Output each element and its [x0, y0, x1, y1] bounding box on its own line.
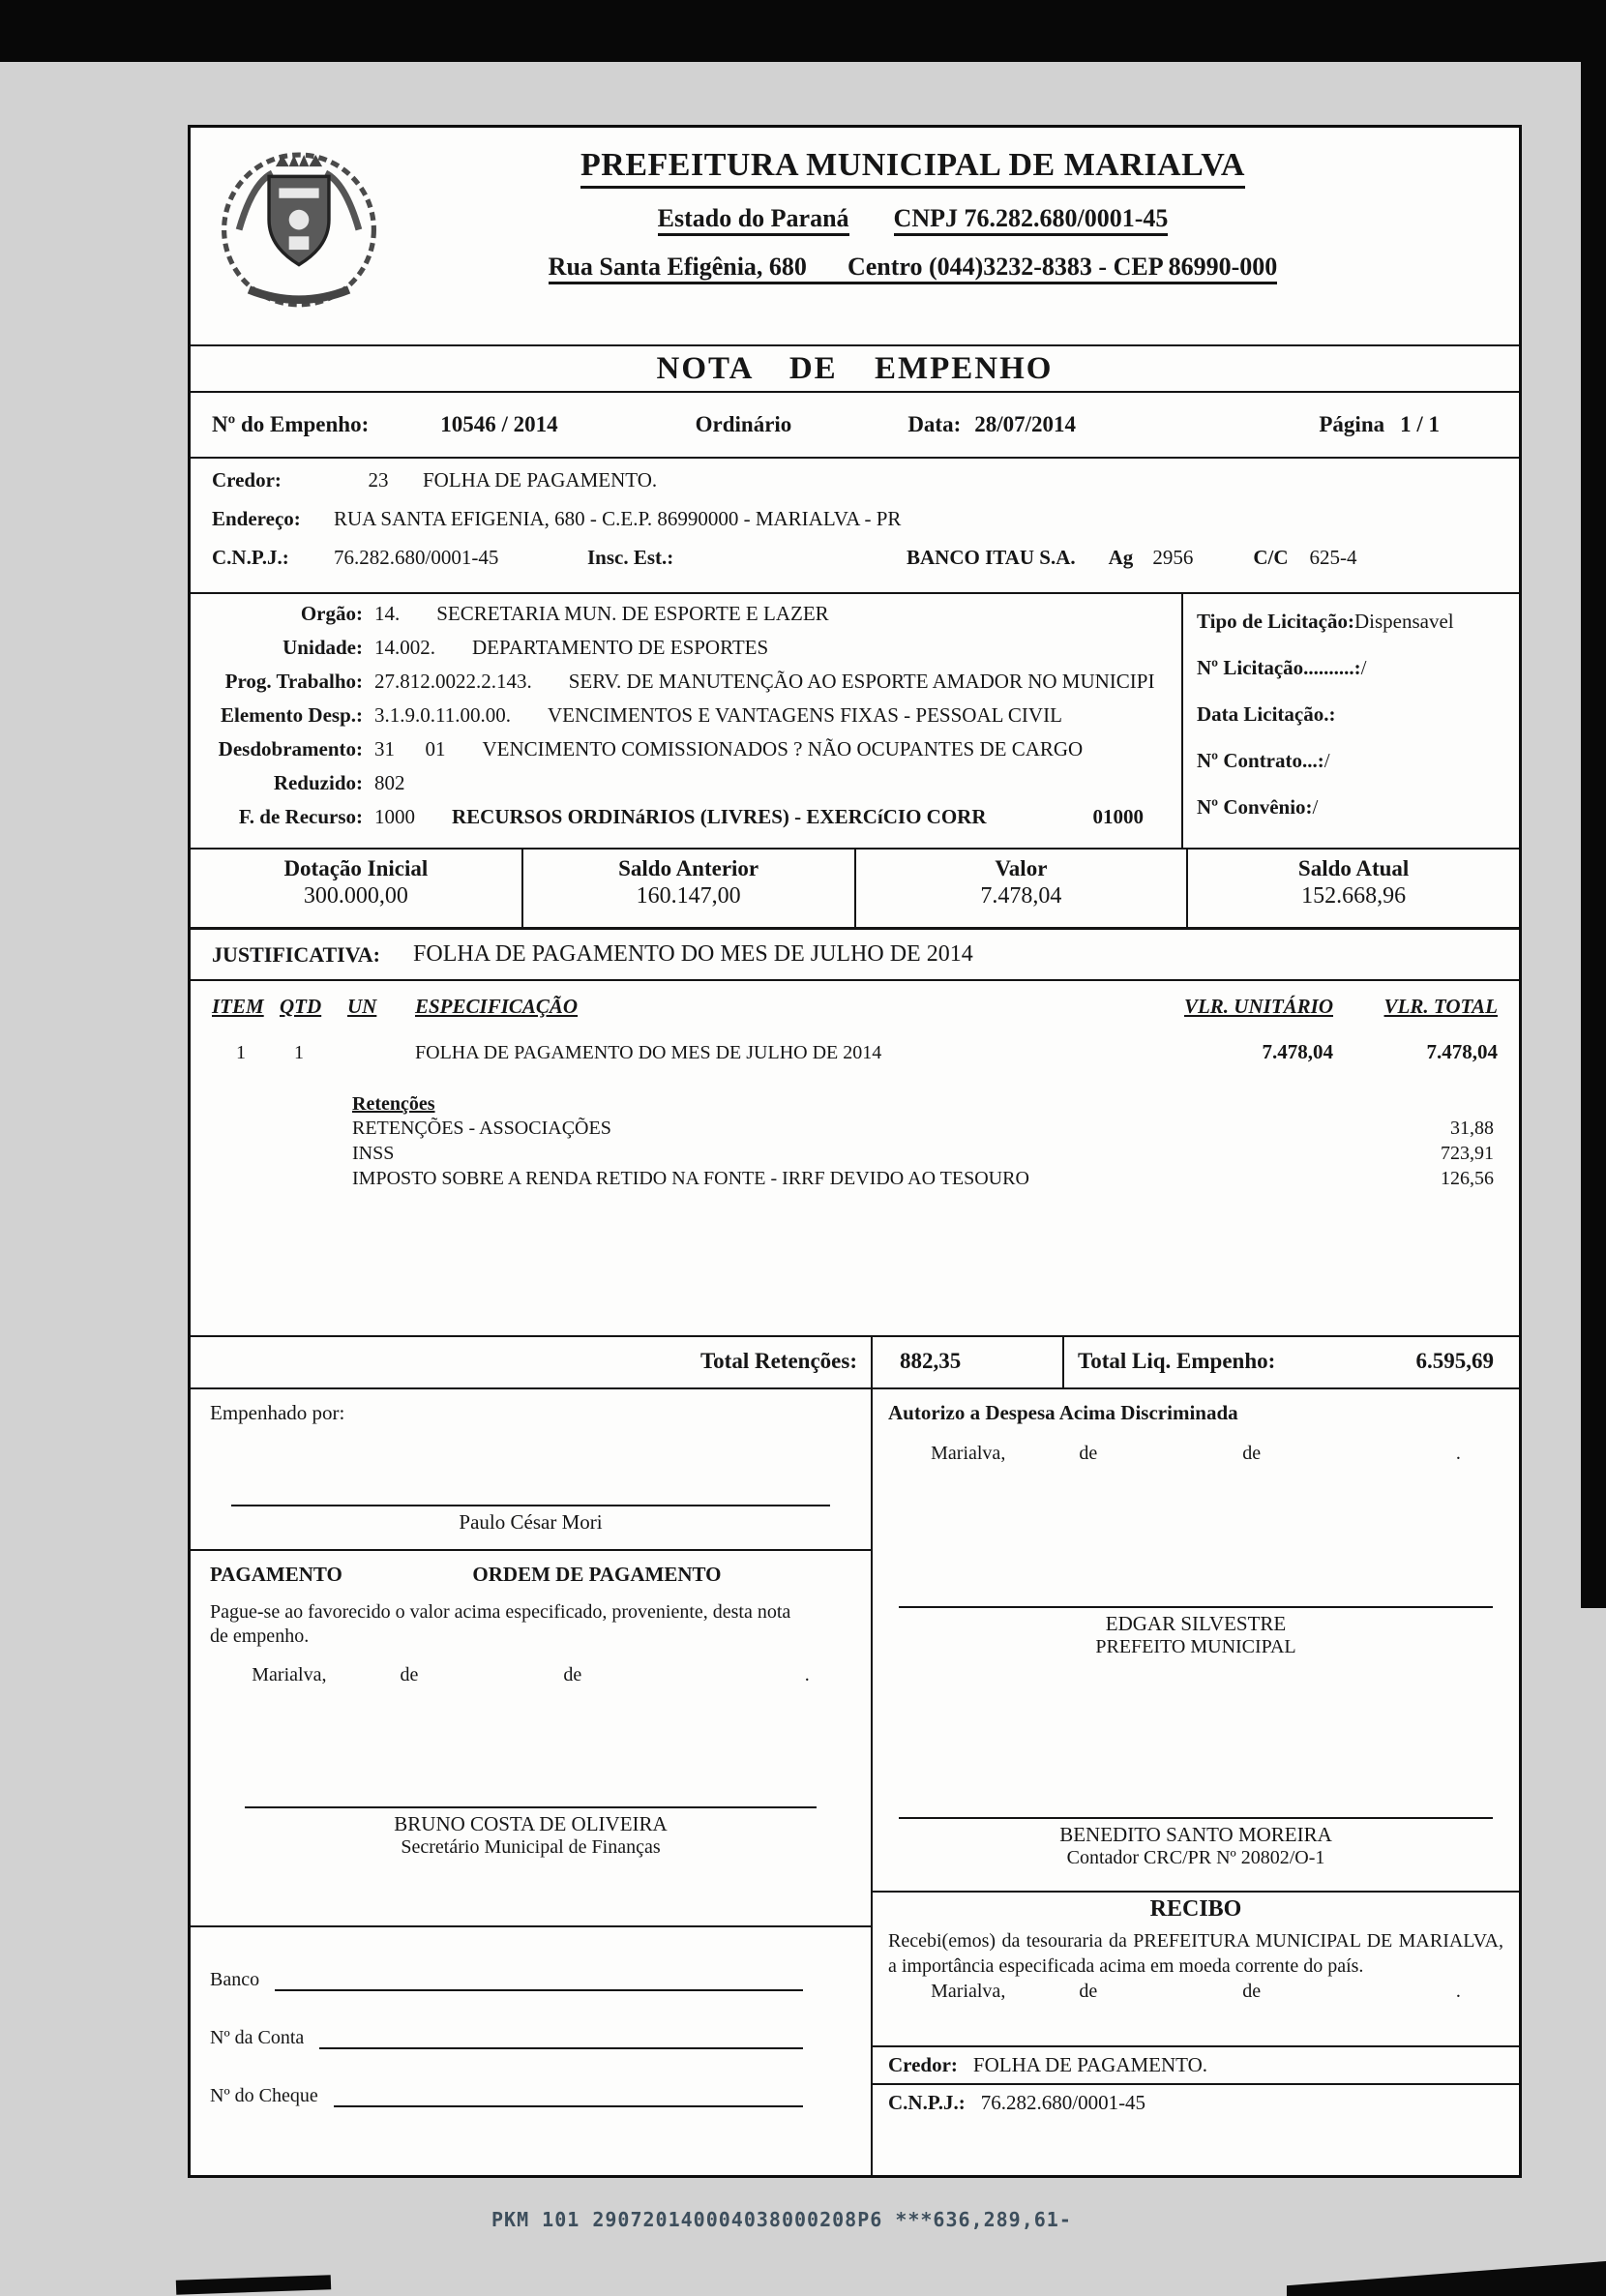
- municipal-coat-of-arms-logo: [216, 141, 382, 312]
- scan-top-black-bar: [0, 0, 1606, 62]
- fill-line: [319, 2024, 803, 2049]
- address-label: Endereço:: [212, 507, 301, 530]
- city-label: Marialva,: [931, 1981, 1006, 2002]
- classification-table: [191, 594, 1181, 848]
- creditor-label: Credor:: [212, 468, 282, 492]
- convenio-row: [1197, 795, 1519, 842]
- empenhado-por-block: [191, 1389, 871, 1551]
- nota-de-empenho-document: [188, 125, 1522, 2178]
- recibo-credor-value: FOLHA DE PAGAMENTO.: [972, 2053, 1208, 2076]
- row-code: 31 01: [374, 737, 446, 760]
- empenho-number-label: Nº do Empenho:: [212, 412, 370, 436]
- empenho-info-row: [191, 393, 1519, 459]
- items-section: [191, 981, 1519, 1337]
- amount-value: 300.000,00: [303, 883, 408, 909]
- row-label: F. de Recurso:: [238, 805, 363, 828]
- row-desc: DEPARTAMENTO DE ESPORTES: [472, 636, 769, 659]
- address-value: RUA SANTA EFIGENIA, 680 - C.E.P. 86990000 - MARIALVA - PR: [334, 507, 902, 530]
- empenho-type: Ordinário: [695, 412, 792, 436]
- period: .: [1455, 1443, 1461, 1464]
- cnpj-label: C.N.P.J.:: [212, 546, 289, 569]
- document-type-title: NOTA DE EMPENHO: [191, 344, 1519, 393]
- classification-row-reduzido: [191, 771, 1181, 805]
- account-field-row: [210, 2011, 803, 2049]
- cnpj-value: 76.282.680/0001-45: [334, 546, 499, 569]
- retention-row: [352, 1166, 1498, 1191]
- ordem-pagamento-title: ORDEM DE PAGAMENTO: [472, 1563, 722, 1586]
- creditor-address-row: [212, 507, 1498, 546]
- authorization-title: Autorizo a Despesa Acima Discriminada: [888, 1401, 1238, 1424]
- item-row: [212, 1040, 1498, 1064]
- total-retentions-value: 882,35: [873, 1337, 1064, 1387]
- classification-row-unidade: [191, 636, 1181, 670]
- ordem-pagamento-block: [191, 1551, 871, 1927]
- row-extra-code: 01000: [1092, 805, 1144, 828]
- date-fill-row: [252, 1664, 809, 1686]
- dot-matrix-print-code: PKM 101 290720140004038000208P6 ***636,289,61-: [491, 2208, 1072, 2231]
- recibo-credor-row: [873, 2047, 1519, 2085]
- justification-label: JUSTIFICATIVA:: [212, 941, 381, 967]
- justification-text: FOLHA DE PAGAMENTO DO MES DE JULHO DE 2014: [413, 941, 973, 967]
- lic-value: /: [1360, 656, 1367, 679]
- creditor-cnpj-row: [212, 546, 1498, 584]
- amount-value: 152.668,96: [1301, 883, 1407, 909]
- row-desc: VENCIMENTO COMISSIONADOS ? NÃO OCUPANTES DE CARGO: [482, 737, 1084, 760]
- signature-line: [231, 1505, 830, 1506]
- account-label: C/C: [1253, 546, 1289, 569]
- amount-header: Dotação Inicial: [283, 856, 429, 880]
- row-label: Prog. Trabalho:: [224, 670, 363, 693]
- signer-role: PREFEITO MUNICIPAL: [1095, 1636, 1296, 1657]
- recibo-cnpj-value: 76.282.680/0001-45: [980, 2091, 1146, 2114]
- authorization-block: [873, 1389, 1519, 1891]
- lic-label: Nº Contrato...:: [1197, 749, 1324, 772]
- creditor-section: [191, 459, 1519, 594]
- classification-row-elemento: [191, 703, 1181, 737]
- licitacao-panel: [1181, 594, 1519, 848]
- lic-label: Nº Licitação..........:: [1197, 656, 1361, 679]
- row-code: 3.1.9.0.11.00.00.: [374, 703, 511, 727]
- amount-value: 7.478,04: [980, 883, 1062, 909]
- item-qty: 1: [294, 1042, 304, 1063]
- agency-label: Ag: [1108, 546, 1134, 569]
- signature-line: [899, 1817, 1494, 1819]
- period: .: [804, 1664, 810, 1685]
- signatures-section: [191, 1389, 1519, 2175]
- row-desc: RECURSOS ORDINáRIOS (LIVRES) - EXERCíCIO CORR: [452, 805, 987, 828]
- date-fill-row: [931, 1443, 1461, 1465]
- signer-role: Contador CRC/PR Nº 20802/O-1: [1066, 1847, 1325, 1868]
- retention-value: 126,56: [1441, 1168, 1494, 1189]
- city-label: Marialva,: [931, 1443, 1006, 1464]
- pagamento-header: [191, 1563, 871, 1587]
- bank-field-label: Banco: [210, 1969, 260, 1990]
- row-label: Unidade:: [283, 636, 363, 659]
- cheque-field-row: [210, 2069, 803, 2107]
- valor-cell: [856, 850, 1189, 927]
- saldo-atual-cell: [1188, 850, 1519, 927]
- row-label: Elemento Desp.:: [221, 703, 363, 727]
- recibo-cnpj-label: C.N.P.J.:: [888, 2091, 966, 2114]
- bank-name: BANCO ITAU S.A.: [907, 546, 1076, 569]
- saldo-anterior-cell: [523, 850, 856, 927]
- row-label: Reduzido:: [273, 771, 363, 794]
- classification-row-fonte-recurso: [191, 805, 1181, 839]
- licitacao-tipo-row: [1197, 610, 1519, 656]
- signature-line: [899, 1606, 1494, 1608]
- amount-header: Saldo Atual: [1297, 856, 1410, 880]
- totals-row: [191, 1337, 1519, 1389]
- de-label: de: [563, 1664, 582, 1685]
- signatures-left-column: [191, 1389, 873, 2175]
- classification-row-desdobramento: [191, 737, 1181, 771]
- date-fill-row: [931, 1981, 1461, 2003]
- pagamento-title: PAGAMENTO: [210, 1563, 342, 1586]
- amount-header: Valor: [995, 856, 1048, 880]
- header-address: Rua Santa Efigênia, 680: [548, 253, 807, 281]
- items-header-row: [212, 995, 1498, 1019]
- header-contact: Centro (044)3232-8383 - CEP 86990-000: [847, 253, 1278, 281]
- empenhado-por-label: Empenhado por:: [210, 1401, 345, 1424]
- lic-label: Nº Convênio:: [1197, 795, 1313, 819]
- page-title: PREFEITURA MUNICIPAL DE MARIALVA: [580, 147, 1245, 189]
- retention-desc: IMPOSTO SOBRE A RENDA RETIDO NA FONTE - IRRF DEVIDO AO TESOURO: [352, 1168, 1029, 1189]
- lic-value: /: [1312, 795, 1319, 819]
- de-label: de: [1242, 1443, 1262, 1464]
- creditor-row: [212, 468, 1498, 507]
- amount-header: Saldo Anterior: [618, 856, 759, 880]
- recibo-credor-label: Credor:: [888, 2053, 958, 2076]
- bank-fields-block: [191, 1927, 871, 2175]
- signer-name: BRUNO COSTA DE OLIVEIRA: [394, 1812, 668, 1835]
- item-number: 1: [236, 1042, 246, 1063]
- row-code: 1000: [374, 805, 415, 828]
- budget-classification-section: [191, 594, 1519, 850]
- retention-row: [352, 1116, 1498, 1141]
- scan-right-black-strip: [1581, 0, 1606, 1608]
- total-liq-cell: [1064, 1337, 1519, 1387]
- fill-line: [334, 2082, 803, 2107]
- recibo-block: [873, 1891, 1519, 2175]
- col-un: UN: [347, 995, 377, 1018]
- document-header: [191, 128, 1519, 344]
- dotacao-inicial-cell: [191, 850, 523, 927]
- account-field-label: Nº da Conta: [210, 2027, 305, 2048]
- state-registration-label: Insc. Est.:: [587, 546, 674, 569]
- item-unit-price: 7.478,04: [1262, 1040, 1333, 1063]
- de-label: de: [1242, 1981, 1262, 2002]
- col-vlr-total: VLR. TOTAL: [1383, 995, 1498, 1018]
- total-retentions-label: Total Retenções:: [191, 1337, 873, 1387]
- scan-bottom-right-mark: [1287, 2261, 1606, 2296]
- lic-label: Data Licitação.:: [1197, 702, 1336, 726]
- recibo-cnpj-row: [873, 2085, 1519, 2121]
- signatures-right-column: [873, 1389, 1519, 2175]
- col-especificacao: ESPECIFICAÇÃO: [415, 995, 579, 1018]
- signer-name: Paulo César Mori: [459, 1510, 603, 1534]
- de-label: de: [1079, 1981, 1098, 2002]
- contrato-row: [1197, 749, 1519, 795]
- header-cnpj: CNPJ 76.282.680/0001-45: [894, 204, 1169, 236]
- de-label: de: [400, 1664, 419, 1685]
- agency-number: 2956: [1152, 546, 1194, 569]
- col-vlr-unitario: VLR. UNITÁRIO: [1183, 995, 1333, 1018]
- account-number: 625-4: [1309, 546, 1357, 569]
- row-label: Orgão:: [300, 602, 363, 625]
- signer-name: BENEDITO SANTO MOREIRA: [1059, 1823, 1332, 1846]
- col-item: ITEM: [212, 995, 264, 1018]
- classification-row-prog-trabalho: [191, 670, 1181, 703]
- row-code: 27.812.0022.2.143.: [374, 670, 532, 693]
- row-code: 14.002.: [374, 636, 435, 659]
- de-label: de: [1079, 1443, 1098, 1464]
- row-desc: SERV. DE MANUTENÇÃO AO ESPORTE AMADOR NO MUNICIPI: [568, 670, 1155, 693]
- retention-row: [352, 1141, 1498, 1166]
- row-desc: SECRETARIA MUN. DE ESPORTE E LAZER: [436, 602, 829, 625]
- classification-row-orgao: [191, 602, 1181, 636]
- retentions-title: Retenções: [352, 1093, 435, 1115]
- empenho-number-value: 10546 / 2014: [440, 412, 558, 436]
- lic-label: Tipo de Licitação:: [1197, 610, 1354, 633]
- ordem-pagamento-text: Pague-se ao favorecido o valor acima especificado, proveniente, desta nota de empenho.: [210, 1601, 791, 1647]
- retention-value: 31,88: [1450, 1118, 1494, 1139]
- creditor-name: FOLHA DE PAGAMENTO.: [423, 468, 658, 492]
- amount-value: 160.147,00: [636, 883, 741, 909]
- date-value: 28/07/2014: [974, 412, 1077, 436]
- recibo-title: RECIBO: [1149, 1896, 1242, 1922]
- creditor-code: 23: [368, 468, 389, 492]
- date-label: Data:: [907, 412, 962, 436]
- total-liq-value: 6.595,69: [1415, 1349, 1494, 1373]
- row-label: Desdobramento:: [218, 737, 363, 760]
- retentions-block: [212, 1093, 1498, 1191]
- city-label: Marialva,: [252, 1664, 327, 1685]
- period: .: [1455, 1981, 1461, 2002]
- item-total-price: 7.478,04: [1426, 1040, 1498, 1063]
- retention-value: 723,91: [1441, 1143, 1494, 1164]
- signature-line: [245, 1806, 817, 1808]
- retention-desc: RETENÇÕES - ASSOCIAÇÕES: [352, 1118, 611, 1139]
- justification-row: [191, 930, 1519, 981]
- recibo-text: Recebi(emos) da tesouraria da PREFEITURA MUNICIPAL DE MARIALVA, a importância especificada acima em moeda corrente do país.: [888, 1930, 1503, 1977]
- page-number: 1 / 1: [1400, 412, 1440, 436]
- cheque-field-label: Nº do Cheque: [210, 2085, 318, 2106]
- row-code: 802: [374, 771, 405, 794]
- signer-name: EDGAR SILVESTRE: [1105, 1612, 1287, 1635]
- row-code: 14.: [374, 602, 401, 625]
- col-qtd: QTD: [280, 995, 322, 1018]
- signer-role: Secretário Municipal de Finanças: [401, 1836, 661, 1858]
- page-label: Página: [1319, 412, 1385, 436]
- amounts-table: [191, 850, 1519, 930]
- lic-value: /: [1323, 749, 1330, 772]
- licitacao-numero-row: [1197, 656, 1519, 702]
- lic-value: Dispensavel: [1353, 610, 1454, 633]
- header-state: Estado do Paraná: [658, 204, 849, 236]
- licitacao-data-row: [1197, 702, 1519, 749]
- item-description: FOLHA DE PAGAMENTO DO MES DE JULHO DE 2014: [415, 1042, 882, 1063]
- retention-desc: INSS: [352, 1143, 395, 1164]
- fill-line: [275, 1966, 803, 1991]
- bank-field-row: [210, 1953, 803, 1991]
- row-desc: VENCIMENTOS E VANTAGENS FIXAS - PESSOAL CIVIL: [547, 703, 1062, 727]
- total-liq-label: Total Liq. Empenho:: [1078, 1349, 1276, 1373]
- scan-bottom-left-mark: [176, 2275, 331, 2295]
